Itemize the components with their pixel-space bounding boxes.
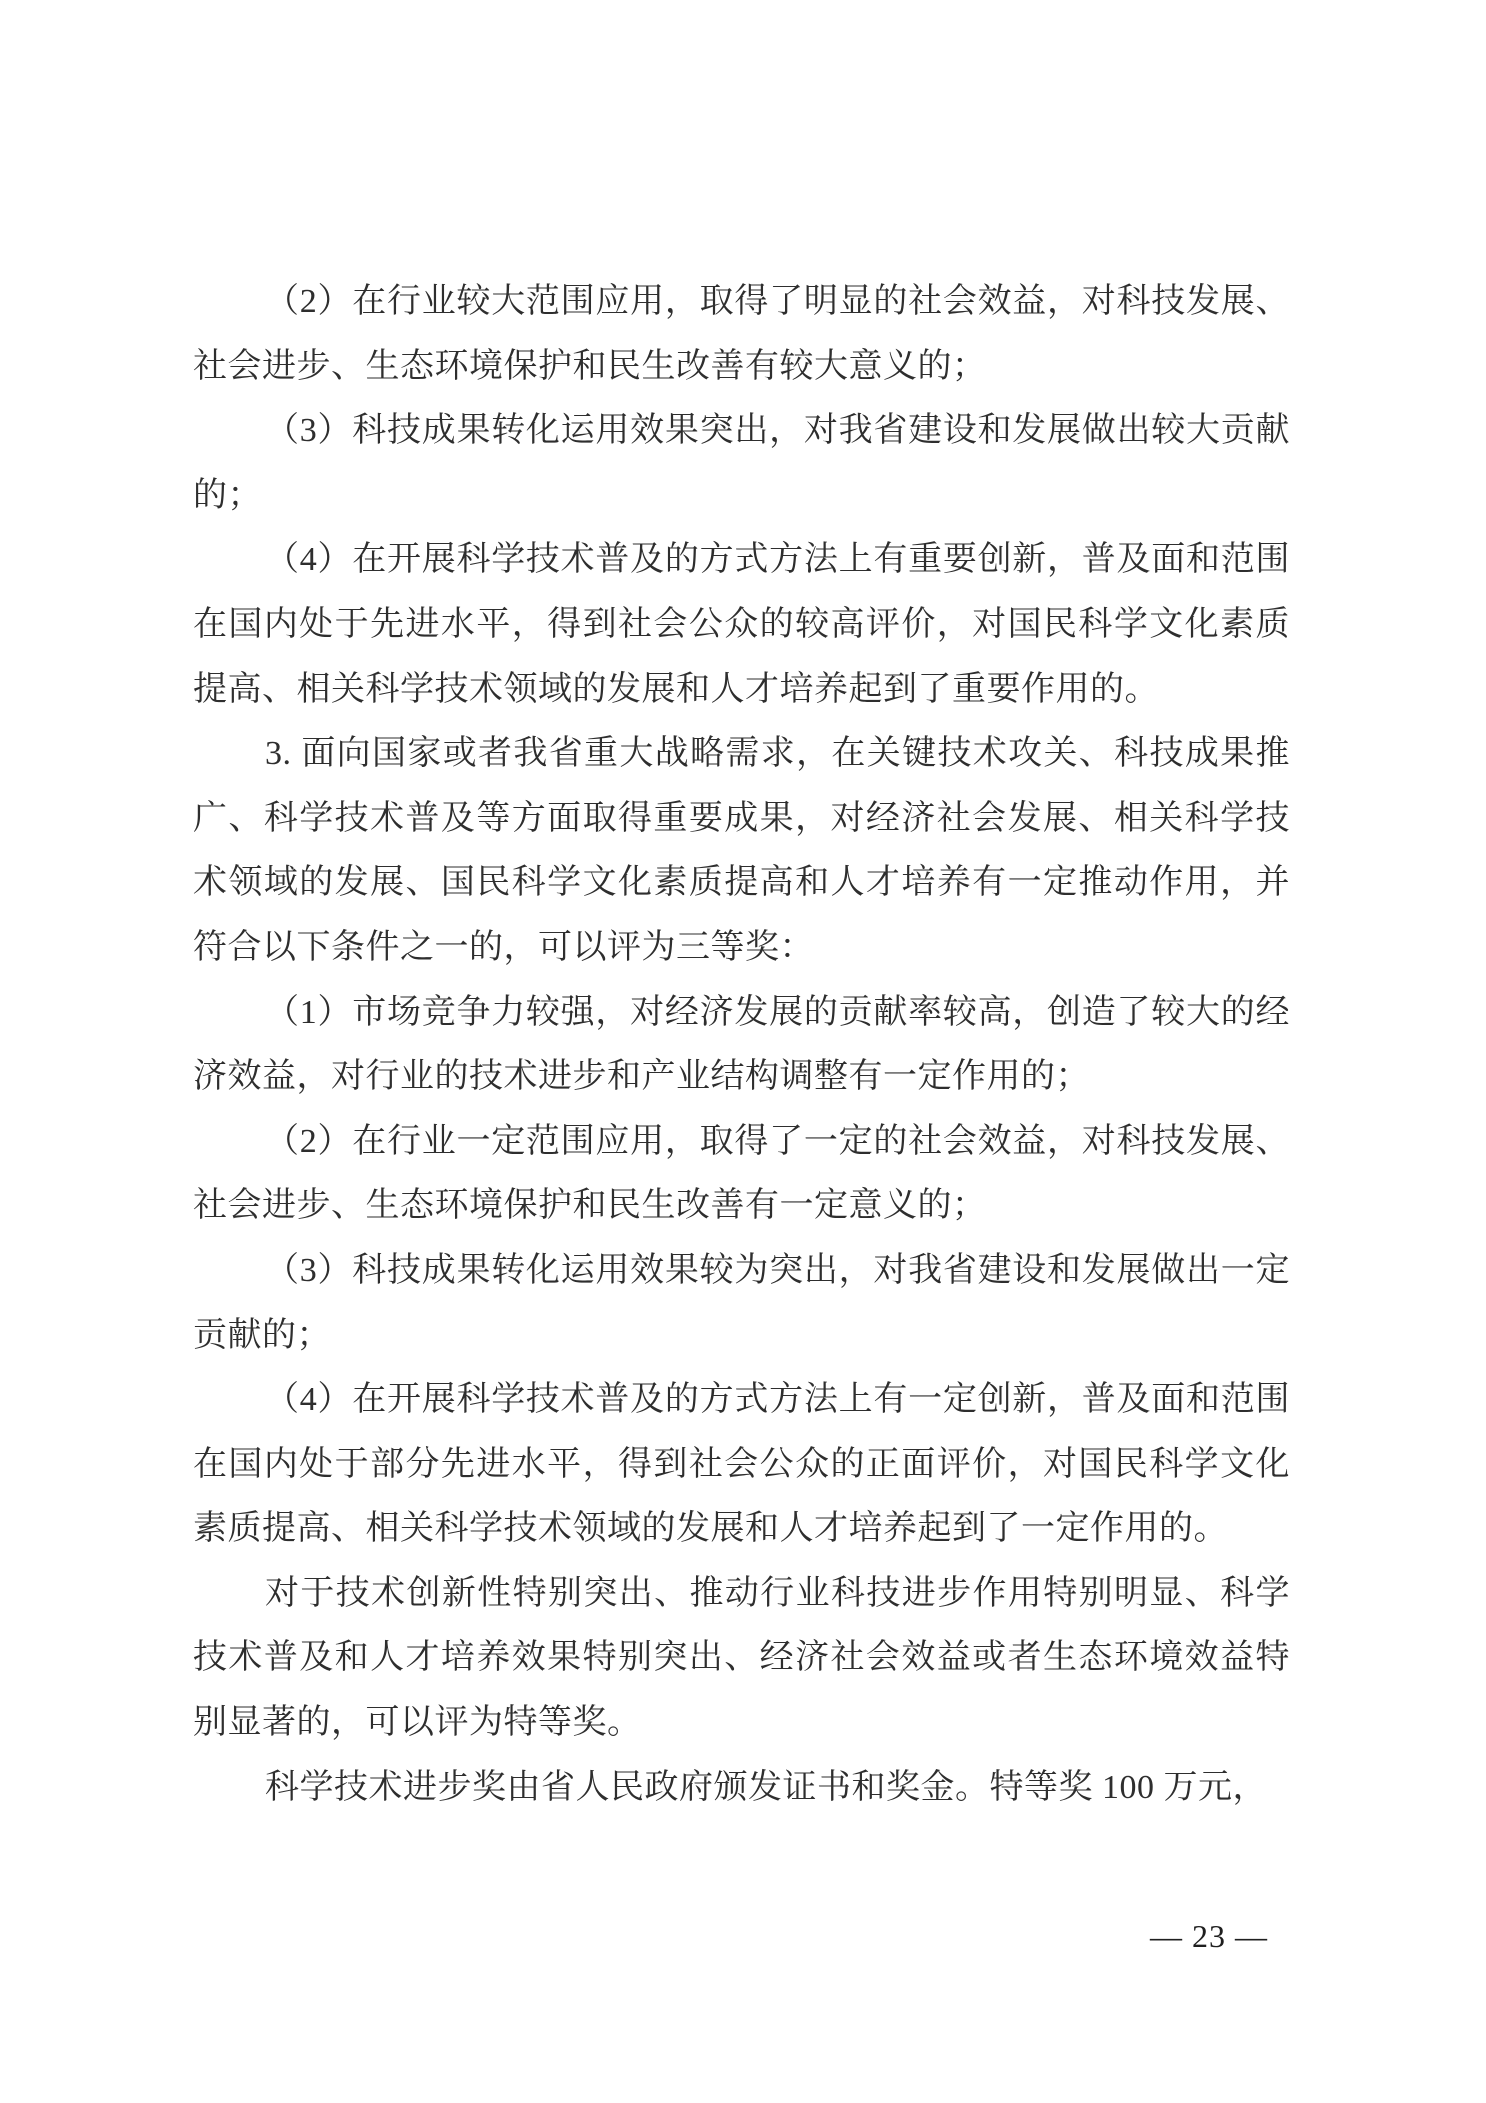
text-line: （3）科技成果转化运用效果较为突出，对我省建设和发展做出一定: [265, 1251, 1290, 1289]
text-line: 别显著的，可以评为特等奖。: [193, 1704, 642, 1742]
text-line: 在国内处于先进水平，得到社会公众的较高评价，对国民科学文化素质: [193, 605, 1290, 643]
text-line: （2）在行业较大范围应用，取得了明显的社会效益，对科技发展、: [265, 283, 1290, 320]
text-line: 术领域的发展、国民科学文化素质提高和人才培养有一定推动作用，并: [193, 864, 1290, 902]
text-line: 3. 面向国家或者我省重大战略需求，在关键技术攻关、科技成果推: [265, 735, 1290, 773]
text-line: 济效益，对行业的技术进步和产业结构调整有一定作用的；: [193, 1058, 1090, 1096]
text-line: 社会进步、生态环境保护和民生改善有较大意义的；: [193, 347, 987, 385]
text-line: （3）科技成果转化运用效果突出，对我省建设和发展做出较大贡献: [265, 412, 1290, 450]
text-line: 贡献的；: [193, 1316, 331, 1354]
text-line: （2）在行业一定范围应用，取得了一定的社会效益，对科技发展、: [265, 1122, 1290, 1160]
text-line: 社会进步、生态环境保护和民生改善有一定意义的；: [193, 1187, 987, 1225]
text-line: 技术普及和人才培养效果特别突出、经济社会效益或者生态环境效益特: [193, 1639, 1290, 1677]
text-line: 符合以下条件之一的，可以评为三等奖：: [193, 928, 814, 966]
text-line: （1）市场竞争力较强，对经济发展的贡献率较高，创造了较大的经: [265, 993, 1290, 1031]
text-line: 科学技术进步奖由省人民政府颁发证书和奖金。特等奖 100 万元，: [265, 1768, 1267, 1806]
text-line: 在国内处于部分先进水平，得到社会公众的正面评价，对国民科学文化: [193, 1445, 1290, 1483]
document-body: [193, 270, 1290, 1820]
text-line: （4）在开展科学技术普及的方式方法上有重要创新，普及面和范围: [265, 541, 1290, 579]
text-line: 对于技术创新性特别突出、推动行业科技进步作用特别明显、科学: [265, 1574, 1290, 1612]
text-line: 广、科学技术普及等方面取得重要成果，对经济社会发展、相关科学技: [193, 799, 1290, 837]
text-line: （4）在开展科学技术普及的方式方法上有一定创新，普及面和范围: [265, 1381, 1290, 1419]
text-line: 提高、相关科学技术领域的发展和人才培养起到了重要作用的。: [193, 670, 1159, 708]
text-line: 素质提高、相关科学技术领域的发展和人才培养起到了一定作用的。: [193, 1510, 1228, 1548]
text-line: 的；: [193, 476, 262, 514]
page-number: — 23 —: [1150, 1918, 1268, 1954]
